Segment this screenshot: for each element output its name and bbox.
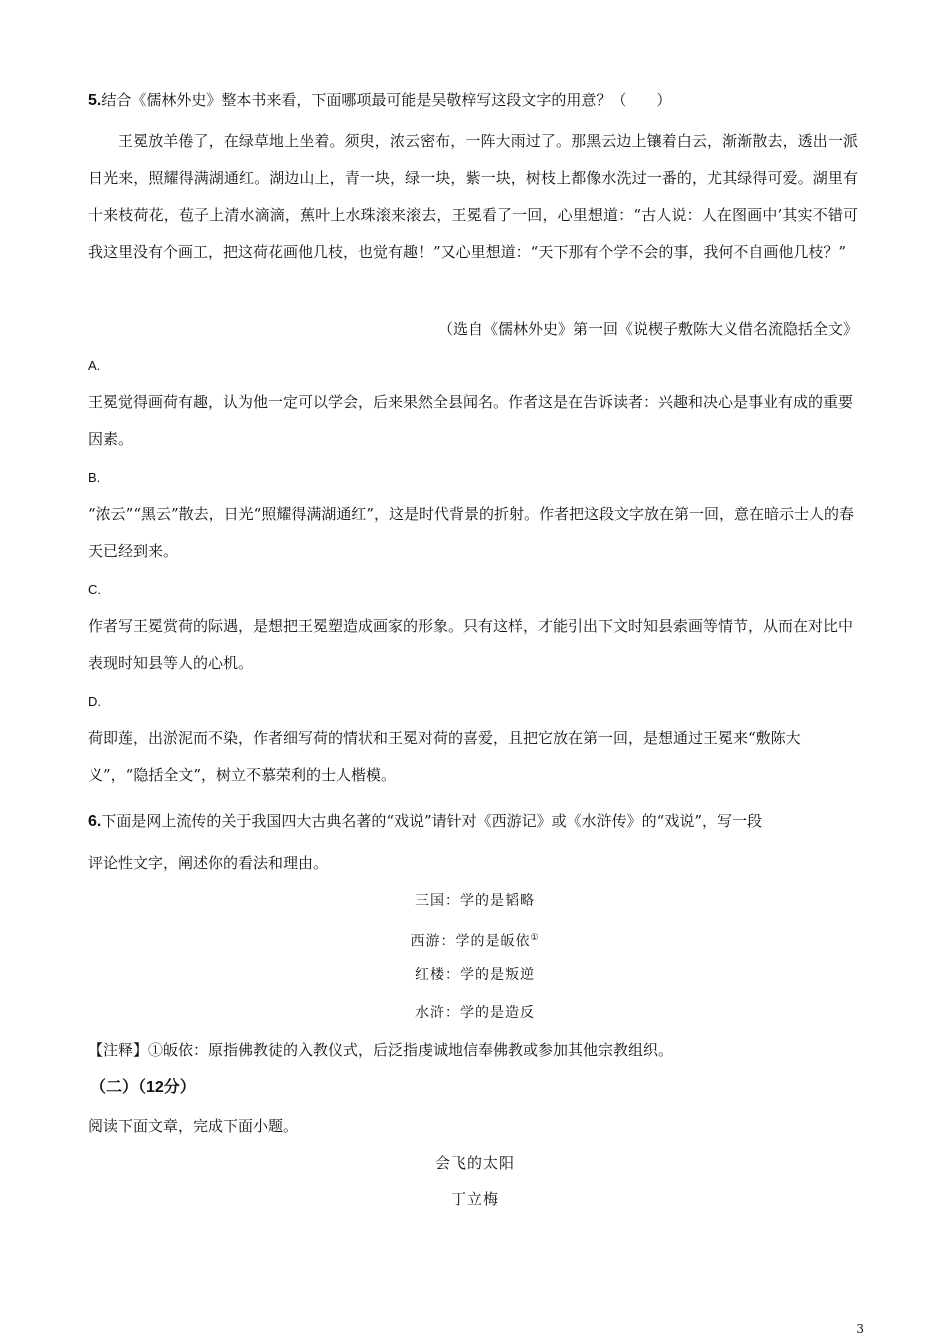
jest-line-sanguo: 三国：学的是韬略 — [415, 893, 535, 909]
question-6-text-line1: 下面是网上流传的关于我国四大古典名著的“戏说”请针对《西游记》或《水浒传》的“戏说”，写一段 — [101, 812, 763, 830]
option-b-text: “浓云”“黑云”散去，日光“照耀得满湖通红”，这是时代背景的折射。作者把这段文字放在第一回，意在暗示士人的春天已经到来。 — [88, 505, 855, 560]
question-6-number: 6. — [88, 813, 102, 830]
reading-instruction: 阅读下面文章，完成下面小题。 — [88, 1117, 299, 1135]
jest-line-honglou: 红楼：学的是叛逆 — [415, 967, 535, 983]
option-a-letter: A. — [88, 358, 101, 373]
option-c-letter: C. — [88, 582, 101, 597]
option-b-letter: B. — [88, 470, 101, 485]
article-title: 会飞的太阳 — [434, 1154, 515, 1172]
option-d-text: 荷即莲，出淤泥而不染，作者细写荷的情状和王冕对荷的喜爱，且把它放在第一回，是想通过王冕来“敷陈大义”，“隐括全文”，树立不慕荣利的士人楷模。 — [88, 729, 801, 784]
jest-line-xiyou-text: 西游：学的是皈依 — [410, 933, 531, 950]
question-5-passage: 王冕放羊倦了，在绿草地上坐着。须臾，浓云密布，一阵大雨过了。那黑云边上镶着白云，渐渐散去，透出一派日光来，照耀得满湖通红。湖边山上，青一块，绿一块，紫一块，树枝上都像水洗过一番的，尤其绿得可爱。湖里有十来枝荷花，苞子上清水滴滴，蕉叶上水珠滚来滚去，王冕看了一回，心里想道：“古人说：人在图画中’其实不错可我这里没有个画工，把这荷花画他几枝，也觉有趣！”又心里想道：“天下那有个学不会的事，我何不自画他几枝？” — [88, 132, 858, 261]
page-number: 3 — [856, 1322, 864, 1336]
option-a-text: 王冕觉得画荷有趣，认为他一定可以学会，后来果然全县闻名。作者这是在告诉读者：兴趣和决心是事业有成的重要因素。 — [88, 393, 854, 448]
section-heading: （二）（12分） — [90, 1079, 196, 1096]
question-5-stem — [88, 89, 671, 112]
footnote: 【注释】①皈依：原指佛教徒的入教仪式，后泛指虔诚地信奉佛教或参加其他宗教组织。 — [88, 1041, 674, 1059]
option-c-text: 作者写王冕赏荷的际遇，是想把王冕塑造成画家的形象。只有这样，才能引出下文时知县索画等情节，从而在对比中表现时知县等人的心机。 — [88, 617, 854, 672]
footnote-mark: ① — [530, 933, 540, 943]
passage-source: （选自《儒林外史》第一回《说楔子敷陈大义借名流隐括全文》 — [437, 320, 858, 338]
question-6-text-line2: 评论性文字，阐述你的看法和理由。 — [88, 854, 329, 872]
article-author: 丁立梅 — [450, 1190, 499, 1208]
question-5-number: 5. — [88, 92, 102, 109]
option-d-letter: D. — [88, 694, 101, 709]
question-5-text: 结合《儒林外史》整本书来看，下面哪项最可能是吴敬梓写这段文字的用意？（ ） — [101, 91, 672, 109]
question-6-stem — [88, 810, 762, 833]
jest-line-xiyou — [0, 927, 950, 953]
jest-line-shuihu: 水浒：学的是造反 — [415, 1005, 535, 1021]
